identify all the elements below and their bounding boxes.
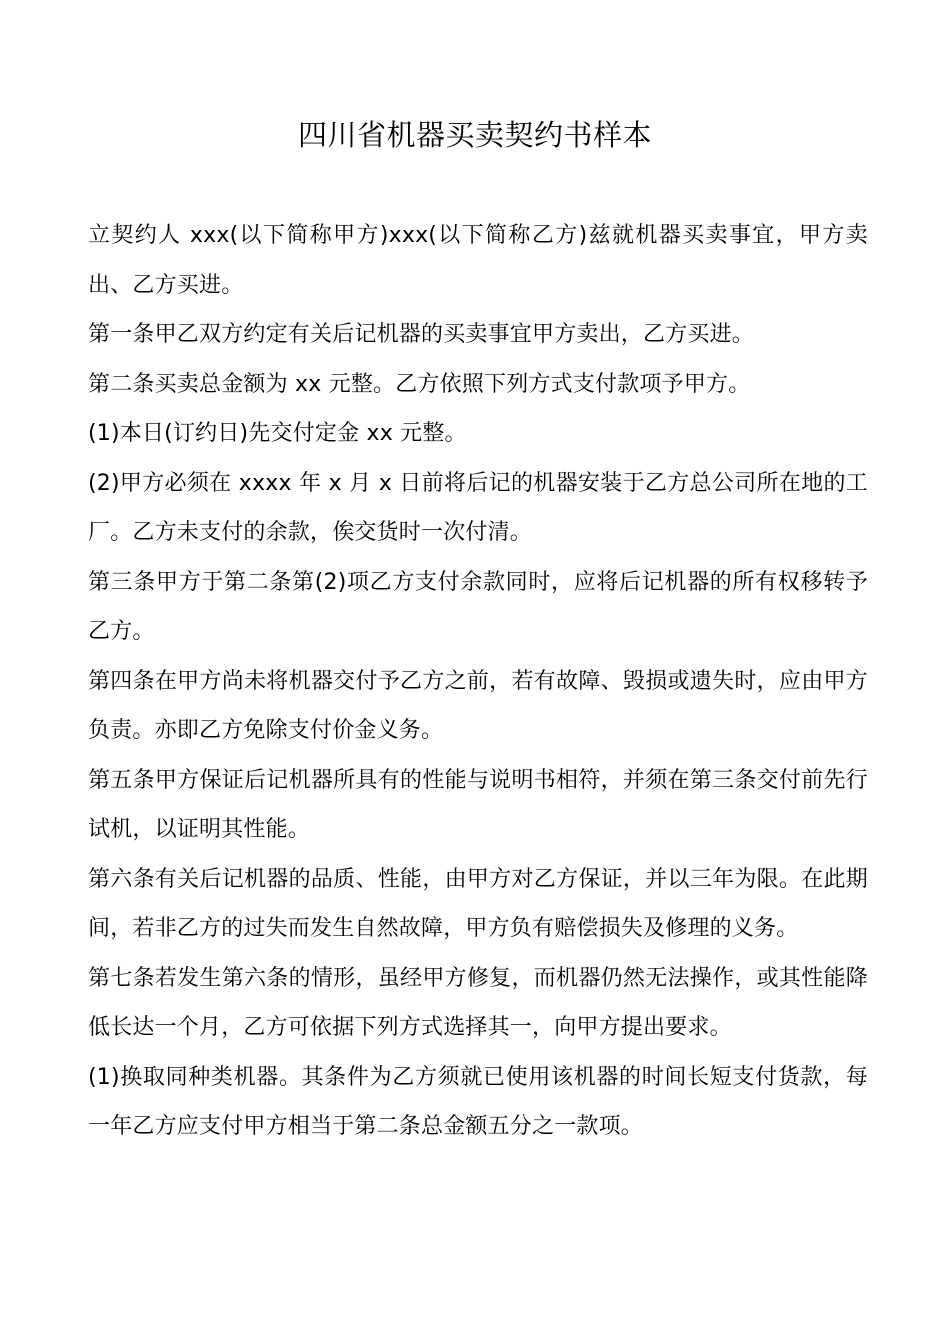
paragraph-article-2: 第二条买卖总金额为 xx 元整。乙方依照下列方式支付款项予甲方。 [88,371,751,397]
document-title: 四川省机器买卖契约书样本 [297,118,652,152]
paragraph-article-7-item-1: (1)换取同种类机器。其条件为乙方须就已使用该机器的时间长短支付货款，每一年乙方应支付甲方相当于第二条总金额五分之一款项。 [88,1064,868,1139]
paragraph-article-3: 第三条甲方于第二条第(2)项乙方支付余款同时，应将后记机器的所有权移转予乙方。 [88,569,868,644]
paragraph-article-4: 第四条在甲方尚未将机器交付予乙方之前，若有故障、毁损或遗失时，应由甲方负责。亦即乙方免除支付价金义务。 [88,668,868,743]
paragraph-article-6: 第六条有关后记机器的品质、性能，由甲方对乙方保证，并以三年为限。在此期间，若非乙方的过失而发生自然故障，甲方负有赔偿损失及修理的义务。 [88,866,868,941]
paragraph-preamble: 立契约人 xxx(以下简称甲方)xxx(以下简称乙方)兹就机器买卖事宜，甲方卖出、乙方买进。 [88,223,868,298]
paragraph-article-2-item-1: (1)本日(订约日)先交付定金 xx 元整。 [88,421,467,446]
paragraph-article-5: 第五条甲方保证后记机器所具有的性能与说明书相符，并须在第三条交付前先行试机，以证明其性能。 [88,767,868,842]
paragraph-article-7: 第七条若发生第六条的情形，虽经甲方修复，而机器仍然无法操作，或其性能降低长达一个月，乙方可依据下列方式选择其一，向甲方提出要求。 [88,965,868,1040]
paragraph-article-2-item-2: (2)甲方必须在 xxxx 年 x 月 x 日前将后记的机器安装于乙方总公司所在地的工厂。乙方未支付的余款，俟交货时一次付清。 [88,470,868,545]
paragraph-article-1: 第一条甲乙双方约定有关后记机器的买卖事宜甲方卖出，乙方买进。 [88,322,755,347]
document-body [88,211,868,1152]
